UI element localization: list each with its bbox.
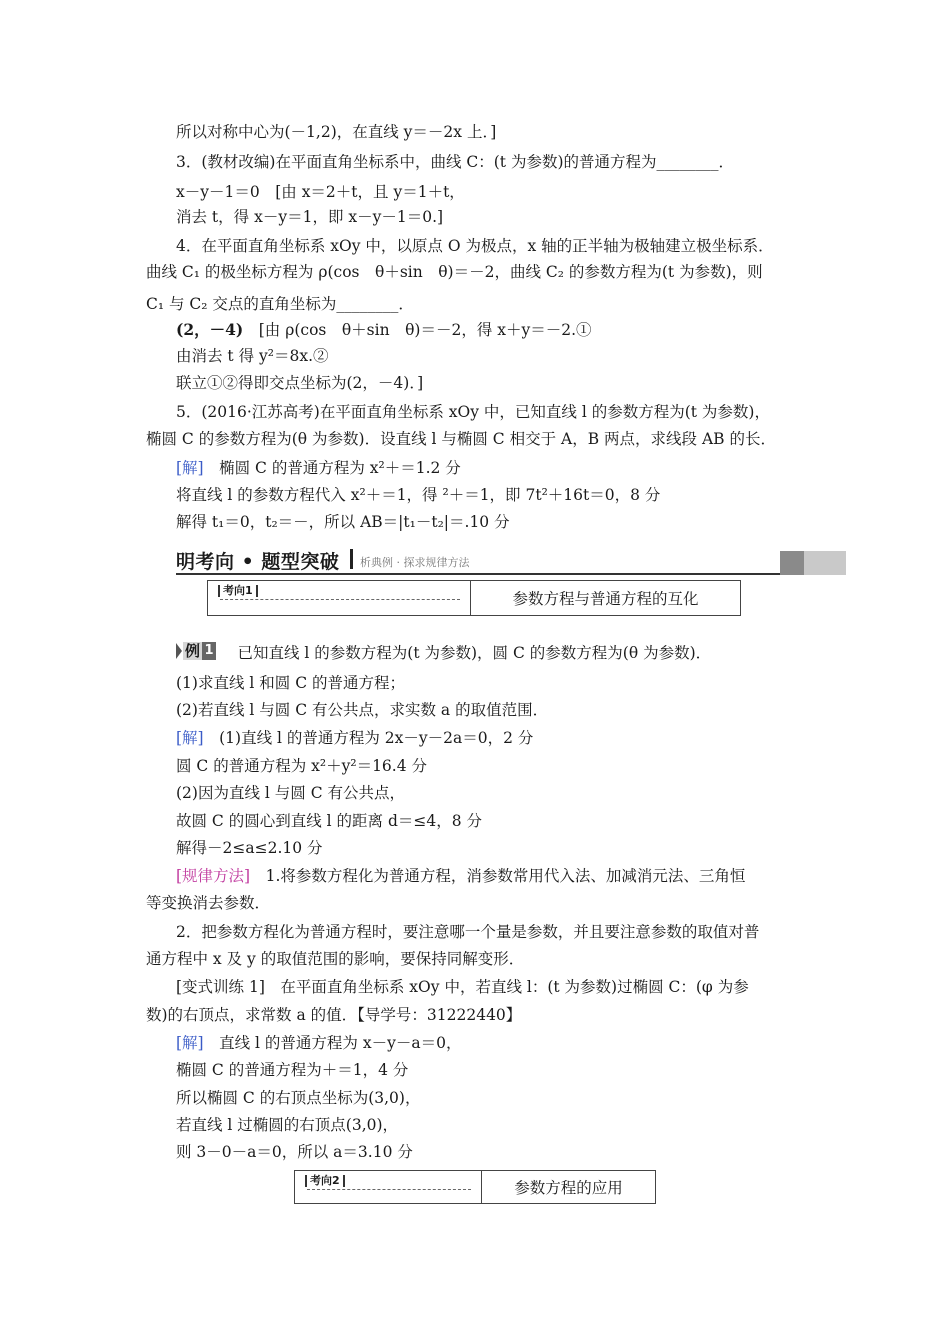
- question-5: 5．(2016·江苏高考)在平面直角坐标系 xOy 中，已知直线 l 的参数方程为(t 为参数)，: [176, 403, 770, 421]
- question-4: 4．在平面直角坐标系 xOy 中，以原点 O 为极点，x 轴的正半轴为极轴建立极坐标系．: [176, 237, 774, 255]
- text-line: 等变换消去参数．: [146, 894, 271, 912]
- topic-tag-area: [295, 1171, 482, 1203]
- solution-tag: [解]: [176, 459, 204, 477]
- topic-tag: 考向1: [218, 585, 253, 597]
- text-line: 2．把参数方程化为普通方程时，要注意哪一个量是参数，并且要注意参数的取值对普: [176, 923, 760, 941]
- text-line: 则 3－0－a＝0，所以 a＝3.10 分: [176, 1143, 413, 1161]
- answer-4: [176, 320, 592, 340]
- example-badge: [176, 641, 216, 661]
- text-line: (2)若直线 l 与圆 C 有公共点，求实数 a 的取值范围．: [176, 701, 549, 719]
- section-title: 明考向 • 题型突破: [176, 551, 340, 573]
- text-line: 数)的右顶点，求常数 a 的值．【导学号：31222440】: [146, 1006, 522, 1024]
- method-tag: [规律方法]: [176, 867, 251, 885]
- section-subtitle: 析典例 · 探求规律方法: [360, 556, 470, 569]
- solution-example-1: [176, 728, 533, 748]
- banner-block-light: [804, 551, 846, 575]
- text-line: 将直线 l 的参数方程代入 x²＋＝1，得 ²＋＝1，即 7t²＋16t＝0，8 分: [176, 486, 661, 504]
- text-line: 联立①②得即交点坐标为(2，－4)．]: [176, 374, 424, 392]
- example-number: 1: [202, 642, 216, 660]
- solution-text: 椭圆 C 的普通方程为 x²＋＝1.2 分: [203, 459, 461, 477]
- text-line: 消去 t，得 x－y＝1，即 x－y－1＝0.]: [176, 208, 444, 226]
- method-note: [176, 866, 745, 886]
- text-line: 解得－2≤a≤2.10 分: [176, 839, 323, 857]
- text-line: 所以椭圆 C 的右顶点坐标为(3,0)，: [176, 1089, 421, 1107]
- topic-tag-area: [208, 581, 471, 615]
- solution-5: [176, 458, 461, 478]
- topic-dash: [220, 599, 460, 600]
- topic-tag: 考向2: [305, 1175, 340, 1187]
- text-line: 所以对称中心为(－1,2)，在直线 y＝－2x 上．]: [176, 123, 497, 141]
- banner-divider: [350, 549, 353, 569]
- text-line: 故圆 C 的圆心到直线 l 的距离 d＝≤4，8 分: [176, 812, 483, 830]
- text-line: 若直线 l 过椭圆的右顶点(3,0)，: [176, 1116, 399, 1134]
- text-line: (1)求直线 l 和圆 C 的普通方程；: [176, 674, 405, 692]
- banner-block-dark: [780, 551, 804, 575]
- text-line: 通方程中 x 及 y 的取值范围的影响，要保持同解变形．: [146, 950, 525, 968]
- solution-text: (1)直线 l 的普通方程为 2x－y－2a＝0，2 分: [203, 729, 534, 747]
- text-line: 曲线 C₁ 的极坐标方程为 ρ(cos θ＋sin θ)＝－2，曲线 C₂ 的参数方程为(t 为参数)，则: [146, 263, 763, 281]
- text-line: 椭圆 C 的普通方程为＋＝1，4 分: [176, 1061, 409, 1079]
- answer-value: (2，－4): [176, 320, 244, 339]
- topic-label: 参数方程的应用: [514, 1179, 623, 1197]
- topic-box-1: [207, 580, 741, 616]
- text-line: 椭圆 C 的参数方程为(θ 为参数)．设直线 l 与椭圆 C 相交于 A，B 两点，求线段 AB 的长．: [146, 430, 776, 448]
- solution-text: 直线 l 的普通方程为 x－y－a＝0，: [203, 1034, 462, 1052]
- answer-explanation: [由 ρ(cos θ＋sin θ)＝－2，得 x＋y＝－2.①: [243, 321, 592, 339]
- question-3: 3．(教材改编)在平面直角坐标系中，曲线 C：(t 为参数)的普通方程为________．: [176, 153, 734, 171]
- example-arrow-icon: [176, 643, 182, 659]
- text-line: 由消去 t 得 y²＝8x.②: [176, 347, 329, 365]
- topic-label: 参数方程与普通方程的互化: [512, 590, 699, 608]
- solution-variant-1: [176, 1033, 461, 1053]
- banner-rule: [176, 573, 780, 575]
- method-text: 1.将参数方程化为普通方程，消参数常用代入法、加减消元法、三角恒: [250, 867, 746, 885]
- solution-tag: [解]: [176, 1034, 204, 1052]
- solution-tag: [解]: [176, 729, 204, 747]
- text-line: (2)因为直线 l 与圆 C 有公共点，: [176, 784, 405, 802]
- text-line: 解得 t₁＝0，t₂＝－，所以 AB＝|t₁－t₂|＝.10 分: [176, 513, 510, 531]
- example-1-question: 已知直线 l 的参数方程为(t 为参数)，圆 C 的参数方程为(θ 为参数)．: [222, 644, 712, 662]
- text-line: C₁ 与 C₂ 交点的直角坐标为________．: [146, 295, 414, 313]
- text-line: 圆 C 的普通方程为 x²＋y²＝16.4 分: [176, 757, 428, 775]
- example-word: 例: [185, 642, 201, 660]
- variant-training-1: [变式训练 1] 在平面直角坐标系 xOy 中，若直线 l：(t 为参数)过椭圆 C：(φ 为参: [176, 978, 749, 996]
- topic-box-2: [294, 1170, 656, 1204]
- section-banner: [176, 545, 846, 577]
- answer-3: x－y－1＝0 [由 x＝2＋t，且 y＝1＋t，: [176, 183, 465, 201]
- topic-dash: [307, 1189, 471, 1190]
